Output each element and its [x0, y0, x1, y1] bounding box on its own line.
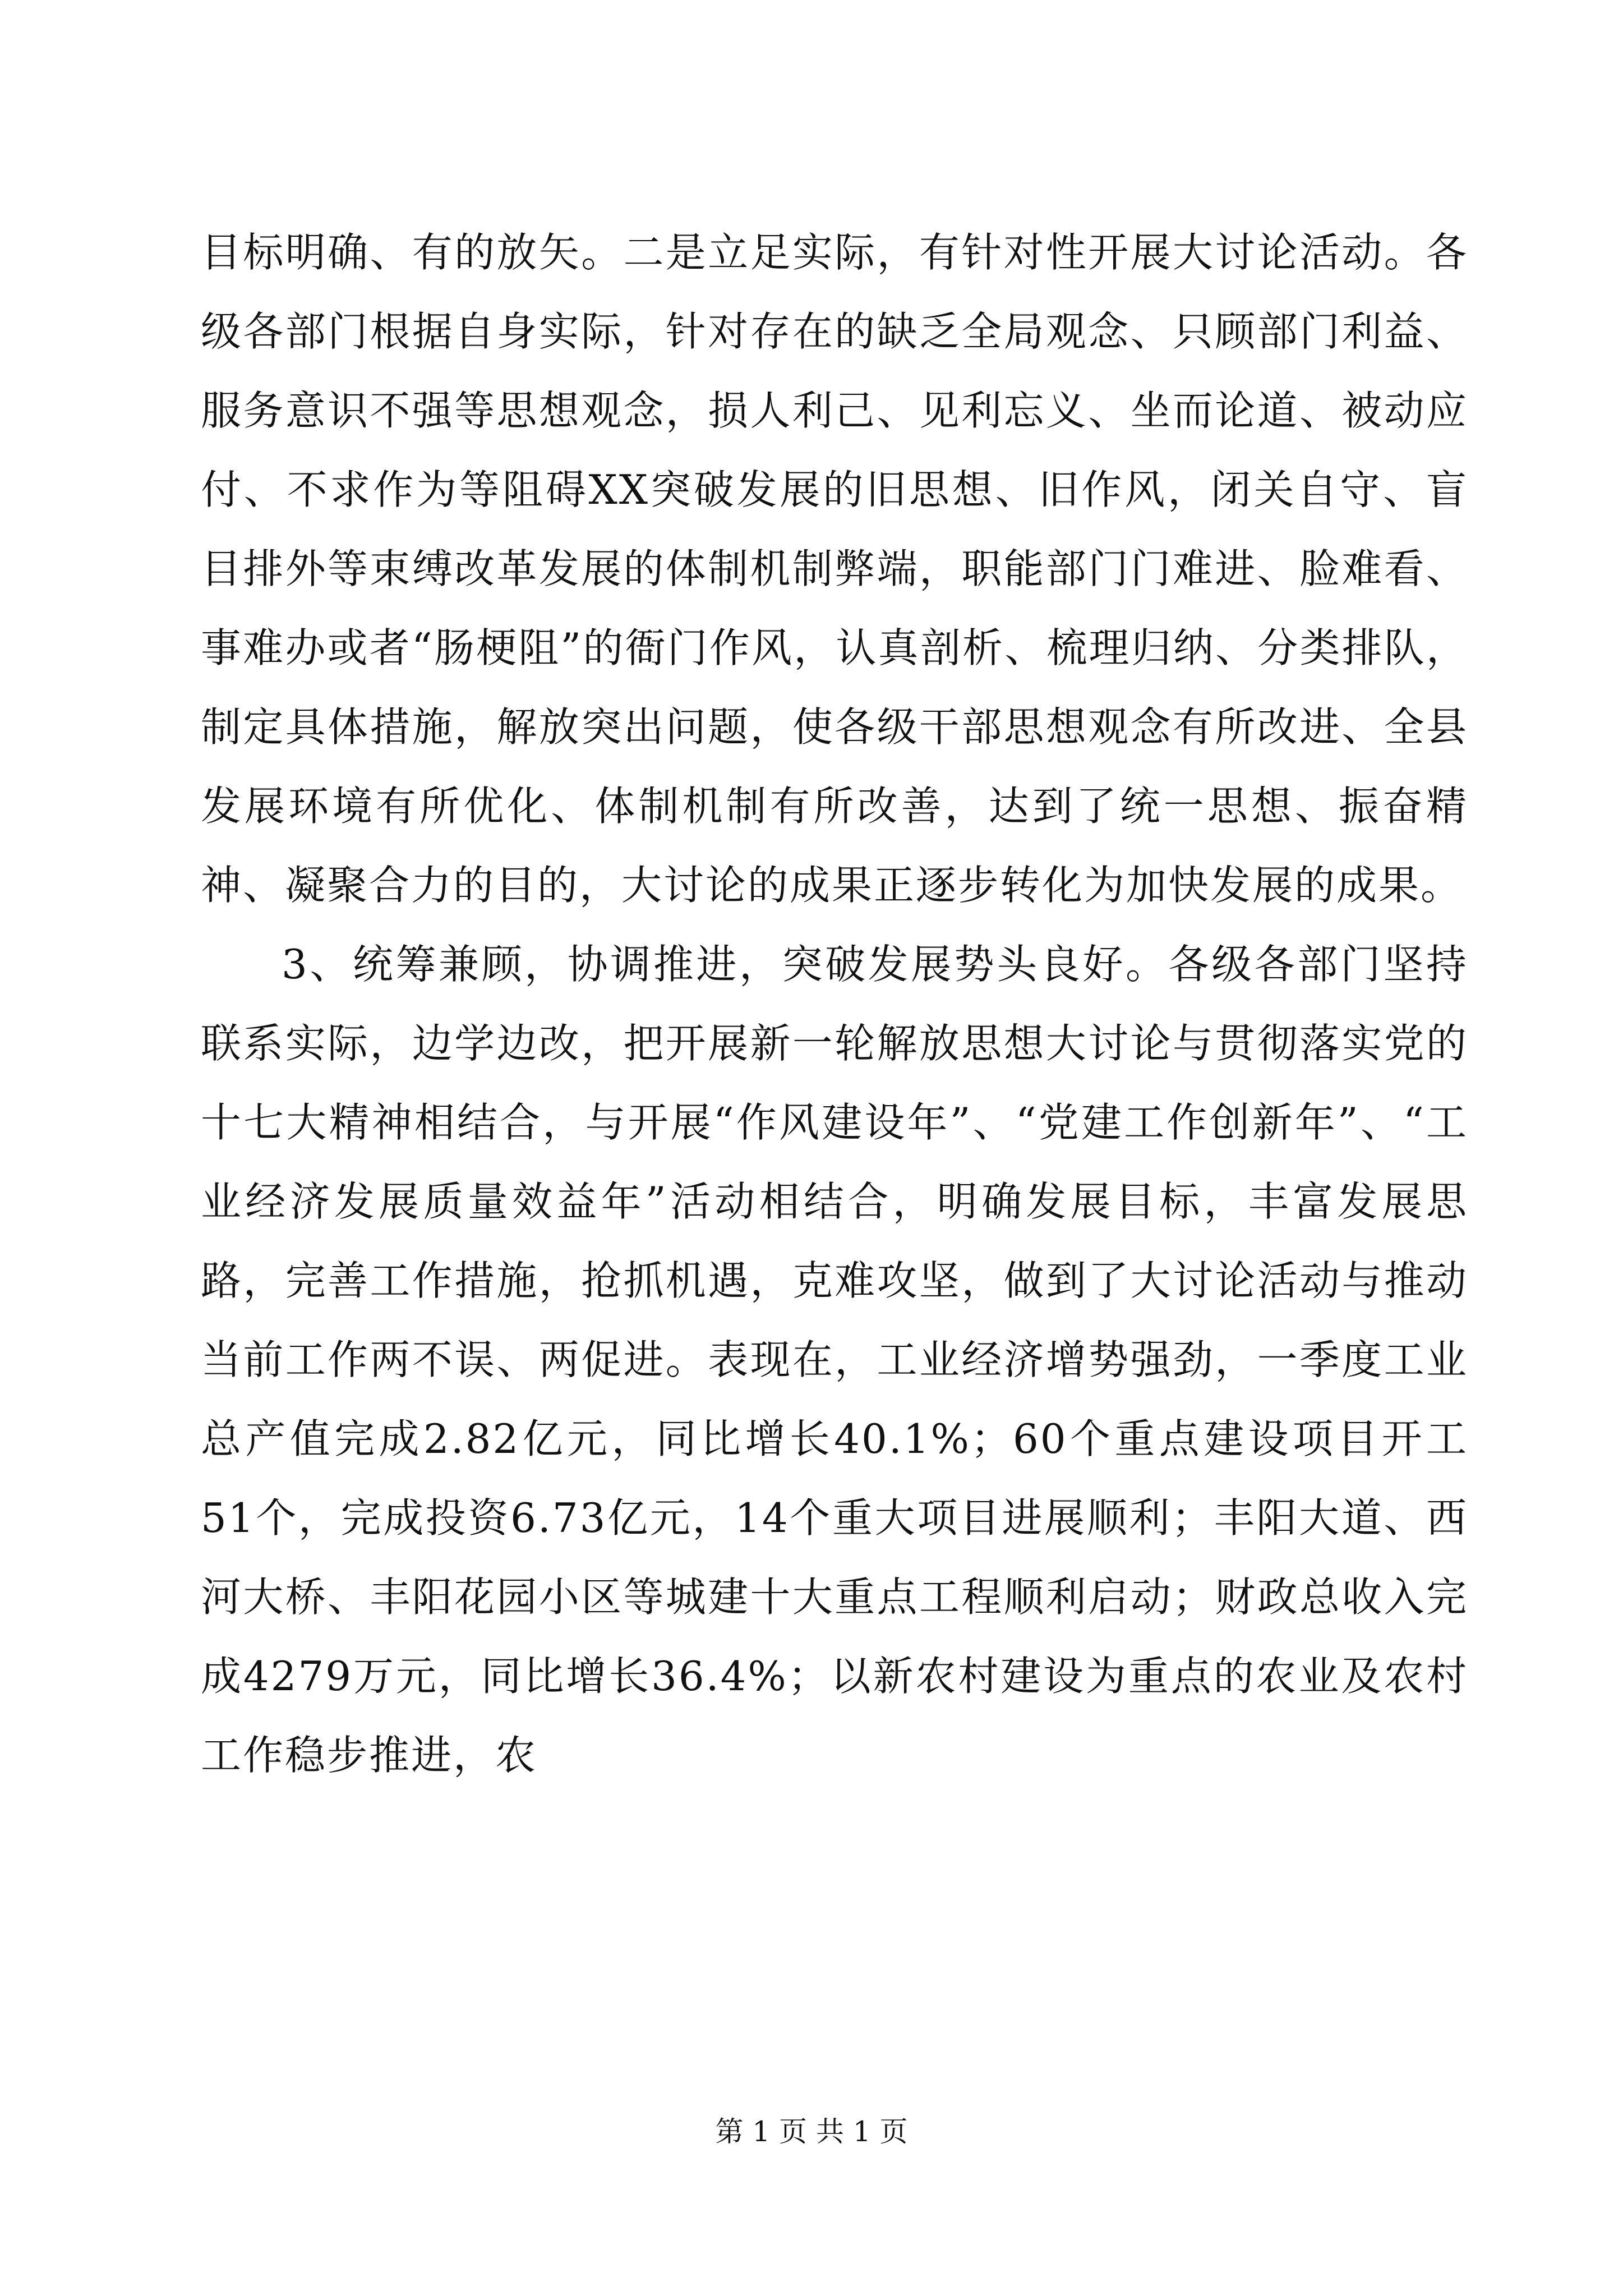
page-footer: 第 1 页 共 1 页 — [715, 2115, 908, 2148]
paragraph-1: 目标明确、有的放矢。二是立足实际，有针对性开展大讨论活动。各级各部门根据自身实际，针对存在的缺乏全局观念、只顾部门利益、服务意识不强等思想观念，损人利己、见利忘义、坐而论道、被动应付、不求作为等阻碍XX突破发展的旧思想、旧作风，闭关自守、盲目排外等束缚改革发展的体制机制弊端，职能部门门难进、脸难看、事难办或者“肠梗阻”的衙门作风，认真剖析、梳理归纳、分类排队，制定具体措施，解放突出问题，使各级干部思想观念有所改进、全县发展环境有所优化、体制机制有所改善，达到了统一思想、振奋精神、凝聚合力的目的，大讨论的成果正逐步转化为加快发展的成果。 — [201, 229, 1468, 909]
paragraph-2: 3、统筹兼顾，协调推进，突破发展势头良好。各级各部门坚持联系实际，边学边改，把开展新一轮解放思想大讨论与贯彻落实党的十七大精神相结合，与开展“作风建设年”、“党建工作创新年”、“工业经济发展质量效益年”活动相结合，明确发展目标，丰富发展思路，完善工作措施，抢抓机遇，克难攻坚，做到了大讨论活动与推动当前工作两不误、两促进。表现在，工业经济增势强劲，一季度工业总产值完成2.82亿元，同比增长40.1%；60个重点建设项目开工51个，完成投资6.73亿元，14个重大项目进展顺利；丰阳大道、西河大桥、丰阳花园小区等城建十大重点工程顺利启动；财政总收入完成4279万元，同比增长36.4%；以新农村建设为重点的农业及农村工作稳步推进，农 — [201, 941, 1468, 1779]
document-body — [201, 213, 1468, 1795]
